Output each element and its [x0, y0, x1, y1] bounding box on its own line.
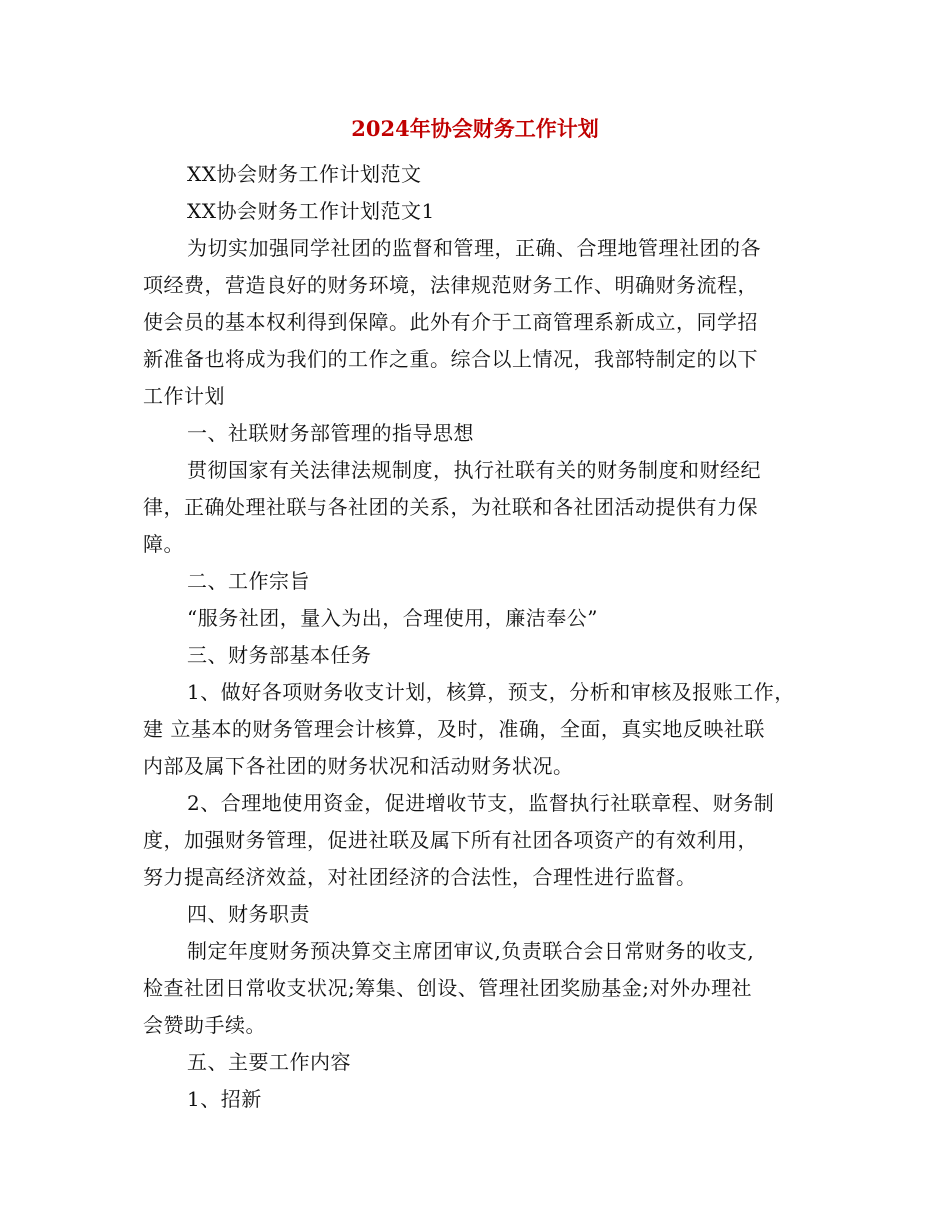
text-line: 1、招新 [187, 1087, 262, 1111]
text-line: 二、工作宗旨 [187, 569, 310, 593]
text-line: 使会员的基本权利得到保障。此外有介于工商管理系新成立，同学招 [143, 310, 758, 334]
text-line: 律，正确处理社联与各社团的关系，为社联和各社团活动提供有力保 [143, 495, 758, 519]
text-line: 三、财务部基本任务 [187, 643, 372, 667]
text-line: 四、财务职责 [187, 902, 310, 926]
text-line: 会赞助手续。 [143, 1013, 266, 1037]
text-line: “服务社团，量入为出，合理使用，廉洁奉公” [187, 606, 598, 630]
text-line: 2、合理地使用资金，促进增收节支，监督执行社联章程、财务制 [187, 791, 775, 815]
document-body [143, 156, 813, 1118]
text-line: 1、做好各项财务收支计划，核算，预支，分析和审核及报账工作， [187, 680, 795, 704]
text-line: 新准备也将成为我们的工作之重。综合以上情况，我部特制定的以下 [143, 347, 758, 371]
text-line: 贯彻国家有关法律法规制度，执行社联有关的财务制度和财经纪 [187, 458, 761, 482]
text-line: 制定年度财务预决算交主席团审议,负责联合会日常财务的收支, [187, 939, 755, 963]
document-title: 2024年协会财务工作计划 [351, 116, 599, 141]
text-line: 建 立基本的财务管理会计核算，及时，准确，全面，真实地反映社联 [143, 717, 765, 741]
text-line: 度，加强财务管理，促进社联及属下所有社团各项资产的有效利用， [143, 828, 758, 852]
text-line: 工作计划 [143, 384, 225, 408]
text-line: 项经费，营造良好的财务环境，法律规范财务工作、明确财务流程， [143, 273, 758, 297]
text-line: XX协会财务工作计划范文 [187, 162, 422, 186]
text-line: 五、主要工作内容 [187, 1050, 351, 1074]
text-line: 努力提高经济效益，对社团经济的合法性，合理性进行监督。 [143, 865, 697, 889]
text-line: 障。 [143, 532, 184, 556]
text-line: 内部及属下各社团的财务状况和活动财务状况。 [143, 754, 574, 778]
text-line: 检查社团日常收支状况;筹集、创设、管理社团奖励基金;对外办理社 [143, 976, 752, 1000]
text-line: XX协会财务工作计划范文1 [187, 199, 435, 223]
text-line: 一、社联财务部管理的指导思想 [187, 421, 474, 445]
text-line: 为切实加强同学社团的监督和管理，正确、合理地管理社团的各 [187, 236, 761, 260]
